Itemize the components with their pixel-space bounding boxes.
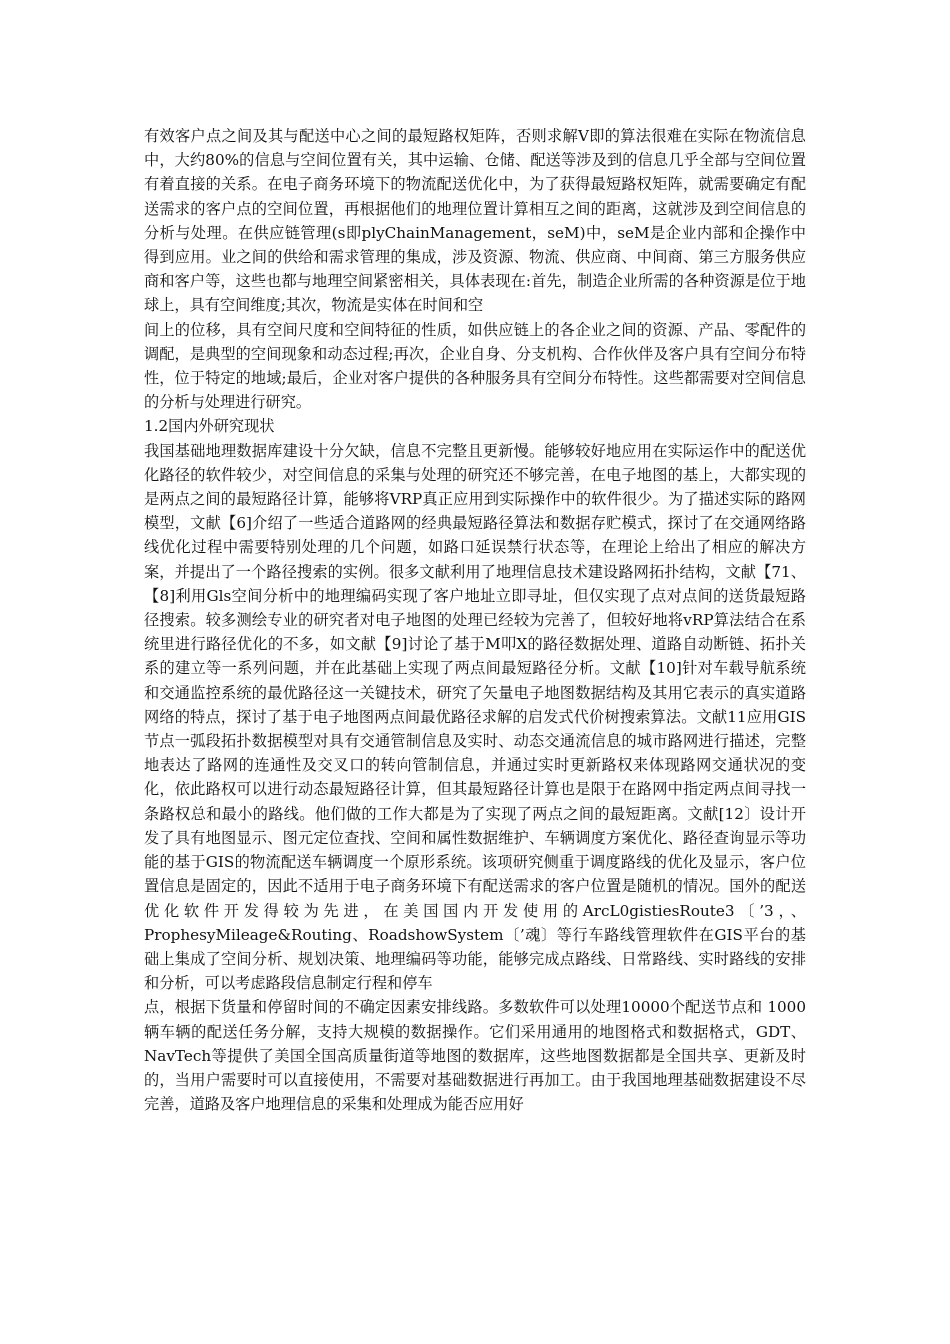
document-page — [144, 124, 806, 1116]
body-paragraph: 间上的位移，具有空间尺度和空间特征的性质，如供应链上的各企业之间的资源、产品、零配件的调配，是典型的空间现象和动态过程;再次，企业自身、分支机构、合作伙伴及客户具有空间分布特性，位于特定的地域;最后，企业对客户提供的各种服务具有空间分布特性。这些都需要对空间信息的分析与处理进行研究。 — [144, 320, 806, 412]
body-paragraph: 有效客户点之间及其与配送中心之间的最短路权矩阵，否则求解V即的算法很难在实际在物流信息中，大约80%的信息与空间位置有关，其中运输、仓储、配送等涉及到的信息几乎全部与空间位置有着直接的关系。在电子商务环境下的物流配送优化中，为了获得最短路权矩阵，就需要确定有配送需求的客户点的空间位置，再根据他们的地理位置计算相互之间的距离，这就涉及到空间信息的分析与处理。在供应链管理(s即plyChainManagement，seM)中，seM是企业内部和企操作中得到应用。业之间的供给和需求管理的集成，涉及资源、物流、供应商、中间商、第三方服务供应商和客户等，这些也都与地理空间紧密相关，具体表现在:首先，制造企业所需的各种资源是位于地球上，具有空间维度;其次，物流是实体在时间和空 — [144, 127, 806, 315]
section-heading: 1.2国内外研究现状 — [144, 417, 275, 436]
body-paragraph: 我国基础地理数据库建设十分欠缺，信息不完整且更新慢。能够较好地应用在实际运作中的配送优化路径的软件较少，对空间信息的采集与处理的研究还不够完善，在电子地图的基上，大都实现的是两点之间的最短路径计算，能够将VRP真正应用到实际操作中的软件很少。为了描述实际的路网模型，文献【6]介绍了一些适合道路网的经典最短路径算法和数据存贮模式，探讨了在交通网络路线优化过程中需要特别处理的几个问题，如路口延误禁行状态等，在理论上给出了相应的解决方案，并提出了一个路径搜索的实例。很多文献利用了地理信息技术建设路网拓扑结构，文献【71、【8]利用Gls空间分析中的地理编码实现了客户地址立即寻址，但仅实现了点对点间的送货最短路径搜索。较多测绘专业的研究者对电子地图的处理已经较为完善了，但较好地将vRP算法结合在系统里进行路径优化的不多，如文献【9]讨论了基于M叩X的路径数据处理、道路自动断链、拓扑关系的建立等一系列问题，并在此基础上实现了两点间最短路径分析。文献【10]针对车载导航系统和交通监控系统的最优路径这一关键技术，研究了矢量电子地图数据结构及其用它表示的真实道路网络的特点，探讨了基于电子地图两点间最优路径求解的启发式代价树搜索算法。文献11应用GIS节点一弧段拓扑数据模型对具有交通管制信息及实时、动态交通流信息的城市路网进行描述，完整地表达了路网的连通性及交叉口的转向管制信息，并通过实时更新路权来体现路网交通状况的变化，依此路权可以进行动态最短路径计算，但其最短路径计算也是限于在路网中指定两点间寻找一条路权总和最小的路线。他们做的工作大都是为了实现了两点之间的最短距离。文献[12〕设计开发了具有地图显示、图元定位查找、空间和属性数据维护、车辆调度方案优化、路径查询显示等功能的基于GIS的物流配送车辆调度一个原形系统。该项研究侧重于调度路线的优化及显示，客户位置信息是固定的，因此不适用于电子商务环境下有配送需求的客户位置是随机的情况。国外的配送优化软件开发得较为先进，在美国国内开发使用的ArcL0gistiesRoute3〔’3，、ProphesyMileage&Routing、RoadshowSystem〔’魂〕等行车路线管理软件在GIS平台的基础上集成了空间分析、规划决策、地理编码等功能，能够完成点路线、日常路线、实时路线的安排和分析，可以考虑路段信息制定行程和停车 — [144, 441, 806, 993]
body-paragraph: 点，根据下货量和停留时间的不确定因素安排线路。多数软件可以处理10000个配送节点和 1000辆车辆的配送任务分解，支持大规模的数据操作。它们采用通用的地图格式和数据格式，GDT、 NavTech等提供了美国全国高质量街道等地图的数据库，这些地图数据都是全国共享、更新及时的，当用户需要时可以直接使用，不需要对基础数据进行再加工。由于我国地理基础数据建设不尽完善，道路及客户地理信息的采集和处理成为能否应用好 — [144, 998, 806, 1114]
